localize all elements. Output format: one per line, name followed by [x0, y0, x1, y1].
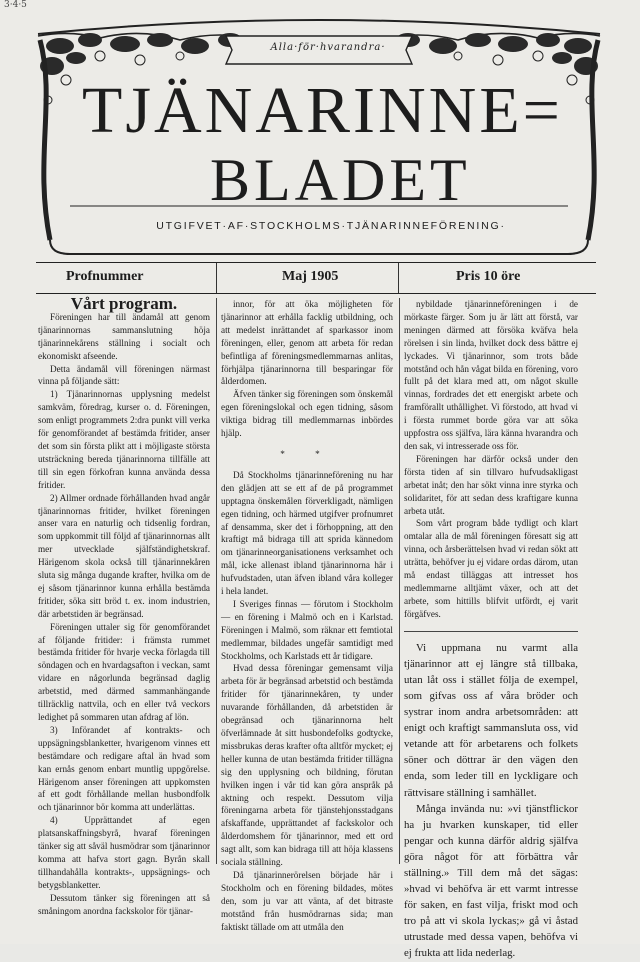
paragraph: 1) Tjänarinnornas upplysning medelst samkväm, föredrag, kurser o. d. Föreningen, som enligt programmets 2:dra punkt vill verka för genomförandet af bestämda fritider, anser det som sin första plikt att i möjligaste största utsträckning bereda tjänarinnorna tillfälle att till sin egen förkofran kunna använda dessa fritider. — [38, 389, 210, 490]
article-heading: Vårt program. — [70, 294, 178, 313]
paragraph: Detta ändamål vill föreningen närmast vinna på följande sätt: — [38, 363, 210, 387]
masthead-motto: Alla·för·hvarandra· — [270, 42, 386, 53]
paragraph: Föreningen har därför också under den första tiden af sin tillvaro hufvudsakligast arbetat inåt; den har sökt vinna inre styrka och solidaritet, för att sedan dess kraftigare kunna arbeta utåt. — [404, 453, 578, 516]
issue-price: Pris 10 öre — [456, 269, 521, 284]
column-3 — [404, 298, 578, 962]
issue-label: Profnummer — [66, 269, 144, 284]
paragraph: 4) Upprättandet af egen platsanskaffningsbyrå, hvaraf föreningen tänker sig att såväl husmödrar som tjänarinnor komma att hafva stort gagn. Byrån skall tillhandahålla kontrakts-, uppsägnings- och betygsblanketter. — [38, 815, 210, 890]
paragraph: Många invända nu: »vi tjänstflickor ha ju hvarken kunskaper, tid eller pengar och kunna därför aldrig själfva göra något för att förbättra vår ställning.» Till dem må det sägas: »hvad vi behöfva är ett varmt intresse för saken, en fast vilja, friskt mod och tro på att vi skola lyckas;» gå vi åstad utrustade med dessa vapen, behöfva vi ej frukta att lida nederlag. — [404, 802, 578, 960]
column-2 — [221, 298, 393, 934]
closing-appeal — [404, 640, 578, 962]
paragraph: 2) Allmer ordnade förhållanden hvad angår tjänarinnornas fritider, hvilket föreningen anser vara en naturlig och tidsenlig fordran, som uppkommit till följd af tjänarinnornas allt mer utvecklade själfständighetskraf. Härigenom skola också till tjänarinnekåren sluta sig många dugande krafter, hvilka om de ej såsom tjänarinnor kunna erhålla bestämda fritider, söka sitt bröd t. ex. inom industrien, där arbetstiden är begränsad. — [38, 492, 210, 619]
column-separator — [404, 631, 578, 632]
paragraph: Då tjänarinnerörelsen började här i Stockholm och en förening bildades, mötes den, som ju var att vänta, af det bitraste motstånd från husmödrarnas sida; man faktiskt tällade om att utmåla den — [221, 869, 393, 932]
column-rule — [216, 298, 217, 864]
paragraph: Vi uppmana nu varmt alla tjänarinnor att ej längre stå tillbaka, utan låt oss i stället följa de exempel, som gifvas oss af våra bröder och systrar inom andra arbetsområden: att enigt och kraftigt sammansluta oss, vid vetande att för arbetarens och folkets söner och döttrar är den vägen den enda, som leder till en lyckligare och rättvisare ställning i samhället. — [404, 641, 578, 799]
paragraph: 3) Införandet af kontrakts- och uppsägningsblanketter, hvarigenom vinnes ett bestämdare och redigare aftal än hvad som kan ernås genom enbart muntlig uppgörelse. Härigenom anser föreningen att uppkomsten af ett godt förhållande mellan husbondfolk och tjänarinnor bör komma att underlättas. — [38, 724, 210, 813]
paragraph: Som vårt program både tydligt och klart omtalar alla de mål föreningen föresatt sig att vinna, och årsberättelsen hvad vi redan sökt att uträtta, behöfver ju ej vidare ordas därom, utan må endast tilläggas att intresset hos medlemmarne alltjämt växer, och att det arbete, som hittills blifvit utfördt, ej varit förgäfves. — [404, 518, 578, 619]
issue-header-bar — [36, 262, 596, 294]
paragraph: Dessutom tänker sig föreningen att så småningom anordna fackskolor för tjänar- — [38, 892, 210, 916]
masthead-title-line2: BLADET — [210, 147, 471, 213]
paragraph: I Sveriges finnas — förutom i Stockholm — en förening i Malmö och en i Karlstad. Föreningen i Malmö, som räknar ett femtiotal medlemmar, bildades ungefär samtidigt med Stockholms, och Karlstads ett år tidigare. — [221, 598, 393, 661]
corner-mark: 3·4·5 — [4, 0, 27, 10]
section-break-stars: * * — [280, 448, 334, 459]
column-1 — [38, 294, 210, 918]
column-rule — [399, 298, 400, 864]
header-divider — [398, 263, 399, 293]
paragraph: Hvad dessa föreningar gemensamt vilja arbeta för är begränsad arbetstid och bestämda fritider för tjänarinnekåren, ty under nuvarande förhållanden, då arbetstiden är obegränsad och tjänarinnorna helt öfverlämnade åt sitt husbondefolks godtycke, missbrukas deras krafter ofta alltför mycket; ej heller kunna de utan bestämda fritider tillägna sig den upplysning och bildning, förutan hvilken ingen i vår tid kan göra anspråk på aktning och respekt. Dessutom vilja föreningarna arbeta för tjänstehjonsstadgans afskaffande, upprättandet af fackskolor och ålderdomshem för tjänarinnor, med ett ord sagt allt, som kan bidraga till att höja klassens sociala ställning. — [221, 663, 393, 868]
paragraph: Föreningen uttaler sig för genomförandet af följande fritider: i främsta rummet bestämda fritider för hvarje vecka förlagda till söndagen och en hvardagsafton i veckan, samt vidare en någorlunda begränsad daglig arbetstid, med därmed sammanhängande tillräcklig nattvila, och en eller två veckors ledighet på sommaren utan afdrag af lön. — [38, 621, 210, 722]
paragraph: Äfven tänker sig föreningen som önskemål egen föreningslokal och egen tidning, såsom viktiga bidrag till medlemmarnas inbördes hjälp. — [221, 389, 393, 439]
masthead-title-line1: TJÄNARINNE= — [82, 74, 563, 147]
paragraph: Föreningen har till ändamål att genom tjänarinnornas sammanslutning höja tjänarinnekårens ställning i socialt och ekonomiskt afseende. — [38, 311, 210, 361]
paragraph: innor, för att öka möjligheten för tjänarinnor att erhålla facklig utbildning, och att medelst inrättandet af sparkassor inom föreningen, eller, genom att arbeta för redan befintliga af föreningsmedlemmarnas anlitas, förhjälpa tjänarinnorna till besparingar för ålderdomen. — [221, 299, 393, 387]
masthead-subtitle: UTGIFVET·AF·STOCKHOLMS·TJÄNARINNEFÖRENING· — [156, 220, 506, 232]
masthead — [30, 10, 608, 256]
paragraph: Då Stockholms tjänarinneförening nu har den glädjen att se ett af de på programmet upptagna önskemålen förverkligadt, nämligen egen tidning, och härmed utgifver profnumret af densamma, sker det i förhoppning, att den kraftigt må bidraga till att sprida kännedom om tjänarinneorganisationens verksamhet och mål, icke allenast ibland tjänarinnorna här i hufvudstaden, utan äfven ibland våra kolleger i hela landet. — [221, 469, 393, 597]
header-divider — [216, 263, 217, 293]
paragraph: nybildade tjänarinneföreningen i de mörkaste färger. Som ju är lätt att förstå, var meningen därmed att försöka kväfva hela rörelsen i sin linda, hvilket dock dess bättre ej lyckades. Vi tjänarinnor, som trots både motstånd och hån vågat bilda en förening, voro fullt på det klara med att, om något skulle vinnas, fordrades det ett energiskt arbete och framförallt uthållighet. Vi förstodo, att hvad vi i första rummet borde göra var att söka uppfostra oss själfva, lära känna hvarandra och den sak, vi intresserade oss för. — [404, 299, 578, 451]
issue-date: Maj 1905 — [282, 269, 339, 284]
